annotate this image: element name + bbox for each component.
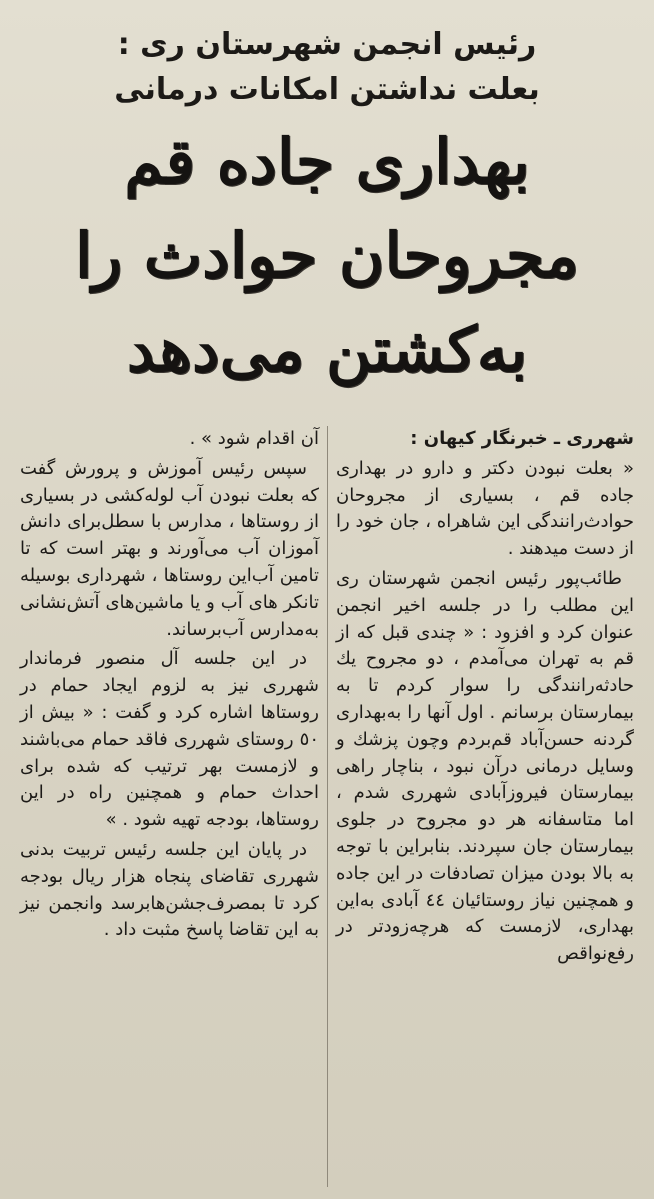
paragraph: آن اقدام شود » . xyxy=(189,428,319,449)
left-column xyxy=(14,426,327,1187)
paragraph: در این جلسه آل منصور فرماندار شهرری نیز به لزوم ایجاد حمام در روستاها اشاره کرد و گفت : « بیش از ٥٠ روستای شهرری فاقد حمام می‌باشند و لازمست بهر ترتیب که شده برای احداث حمام و همچنین راه در این روستاها، بودجه تهیه شود . » xyxy=(20,648,319,831)
dateline: شهرری ـ خبرنگار کیهان : xyxy=(410,428,634,449)
paragraph: سپس رئیس آموزش و پرورش گفت که بعلت نبودن آب لوله‌کشی در بسیاری از روستاها ، مدارس با سطل‌برای دانش آموزان آب می‌آورند و بهتر است که تا تامین آب‌این روستاها ، شهرداری بوسیله تانکر های آب و یا ماشین‌های آتش‌نشانی به‌مدارس آب‌برساند. xyxy=(20,457,319,640)
paragraph: طائب‌پور رئیس انجمن شهرستان ری این مطلب را در جلسه اخیر انجمن عنوان کرد و افزود : « چندی قبل که از قم به تهران می‌آمدم ، دو مجروح یك حادثه‌رانندگی را سوار کردم تا به بیمارستان برسانم . اول آنها را به‌بهداری گردنه حسن‌آباد قم‌بردم وچون پزشك و وسایل درمانی درآن نبود ، بناچار راهی بیمارستان فیروزآبادی شهرری شدم ، اما متاسفانه هر دو مجروح در جلوی بیمارستان جان سپردند. بنابراین با توجه به بالا بودن میزان تصادفات در این جاده و همچنین نیاز روستائیان ٤٤ آبادی به‌این بهداری، لازمست که هرچه‌زودتر در رفع‌نواقص xyxy=(336,567,634,965)
paragraph: در پایان این جلسه رئیس تربیت بدنی شهرری تقاضای پنجاه هزار ریال بودجه کرد تا بمصرف‌جشن‌هابرسد وانجمن نیز به این تقاضا پاسخ مثبت داد . xyxy=(20,838,319,941)
headline-line-3: به‌کشتن می‌دهد xyxy=(126,313,528,386)
article-body xyxy=(14,426,640,1187)
headline-line-1: بهداری جاده قم xyxy=(124,125,530,198)
kicker-line-1: رئیس انجمن شهرستان ری : xyxy=(117,27,537,62)
right-column xyxy=(327,426,640,1187)
kicker-line-2: بعلت نداشتن امکانات درمانی xyxy=(114,72,540,107)
paragraph: « بعلت نبودن دکتر و دارو در بهداری جاده قم ، بسیاری از مجروحان حوادث‌رانندگی این شاهراه ، جان خود را از دست میدهند . xyxy=(336,457,634,560)
headline-line-2: مجروحان حوادث را xyxy=(74,219,580,292)
